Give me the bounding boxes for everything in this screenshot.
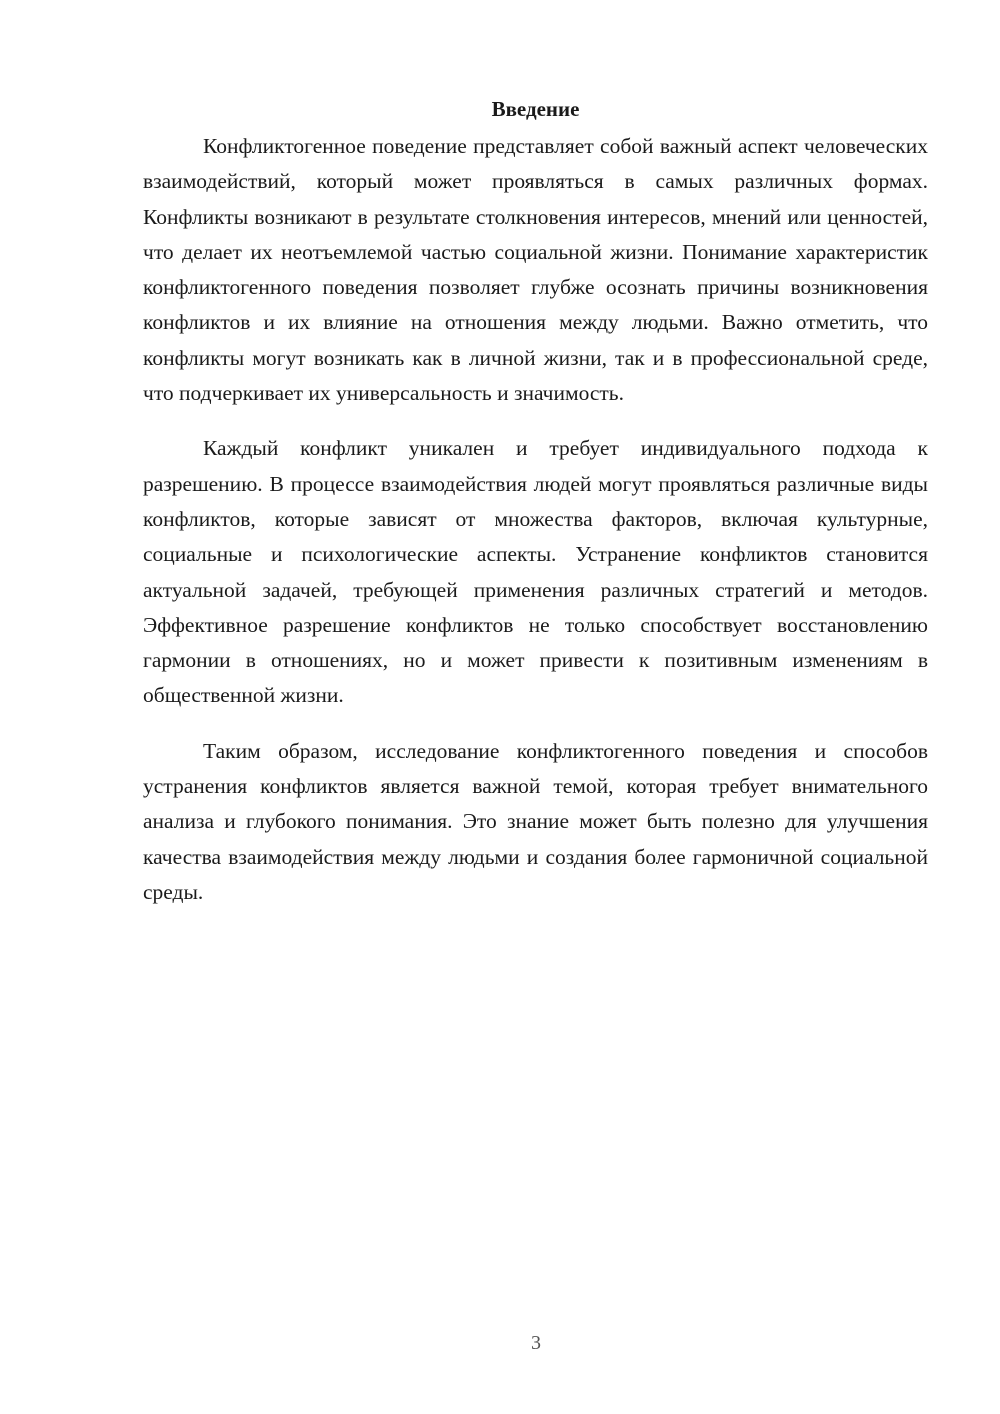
- section-heading: Введение: [491, 97, 580, 121]
- paragraph-1: Конфликтогенное поведение представляет собой важный аспект человеческих взаимодействий, который может проявляться в самых различных формах. Конфликты возникают в результате столкновения интересов, мнений или ценностей, что делает их неотъемлемой частью социальной жизни. Понимание характеристик конфликтогенного поведения позволяет глубже осознать причины возникновения конфликтов и их влияние на отношения между людьми. Важно отметить, что конфликты могут возникать как в личной жизни, так и в профессиональной среде, что подчеркивает их универсальность и значимость.: [143, 134, 928, 406]
- page-content: [143, 92, 928, 930]
- paragraph-2: Каждый конфликт уникален и требует индивидуального подхода к разрешению. В процессе взаимодействия людей могут проявляться различные виды конфликтов, которые зависят от множества факторов, включая культурные, социальные и психологические аспекты. Устранение конфликтов становится актуальной задачей, требующей применения различных стратегий и методов. Эффективное разрешение конфликтов не только способствует восстановлению гармонии в отношениях, но и может привести к позитивным изменениям в общественной жизни.: [143, 436, 928, 708]
- paragraph-3: Таким образом, исследование конфликтогенного поведения и способов устранения конфликтов является важной темой, которая требует внимательного анализа и глубокого понимания. Это знание может быть полезно для улучшения качества взаимодействия между людьми и создания более гармоничной социальной среды.: [143, 738, 928, 904]
- page-number: 3: [531, 1332, 541, 1354]
